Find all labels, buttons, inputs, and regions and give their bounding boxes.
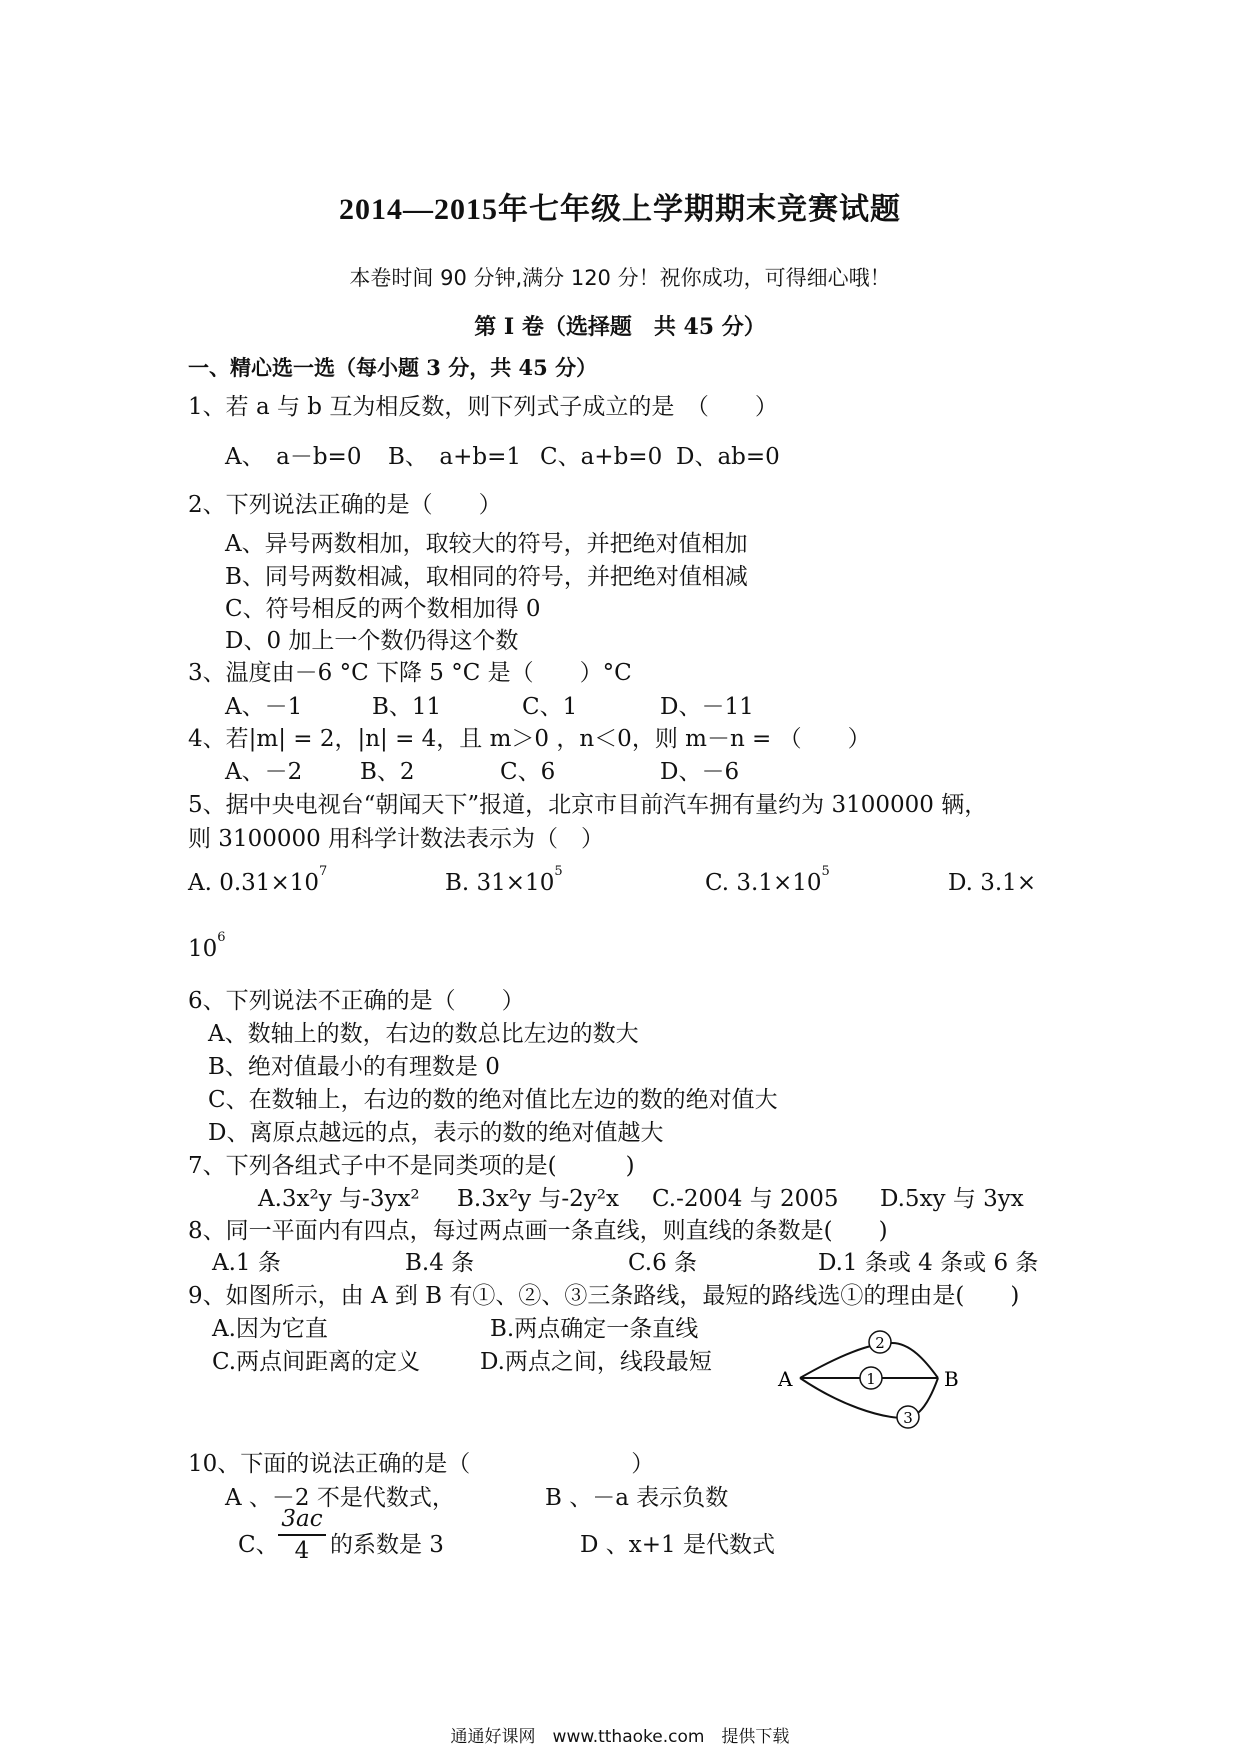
question-3-option-a: A、－1 [225, 694, 303, 720]
question-10-option-b: B 、－a 表示负数 [545, 1485, 729, 1511]
question-5-stem-line1: 5、据中央电视台“朝闻天下”报道，北京市目前汽车拥有量约为 3100000 辆， [188, 792, 988, 818]
question-4-option-a: A、－2 [225, 759, 303, 785]
question-7-option-a: A.3x²y 与-3yx² [258, 1186, 420, 1212]
question-3-option-b: B、11 [372, 694, 442, 720]
fraction-bar [278, 1534, 326, 1536]
route-1-number: 1 [866, 1370, 876, 1388]
question-4-option-b: B、2 [360, 759, 415, 785]
question-5-option-a: A. $0.31\times 10^7$ [188, 864, 328, 896]
question-5-option-b: B. $31\times 10^5$ [445, 864, 563, 896]
route-3-number: 3 [903, 1409, 913, 1427]
question-10-stem: 10、下面的说法正确的是（ ） [188, 1451, 655, 1477]
question-2-stem: 2、下列说法正确的是（ ） [188, 492, 502, 518]
point-b-label: B [944, 1367, 959, 1391]
question-9-stem: 9、如图所示，由 A 到 B 有①、②、③三条路线，最短的路线选①的理由是( ) [188, 1283, 1020, 1309]
question-1-option-b: B、 a+b=1 [388, 444, 522, 470]
question-7-option-b: B.3x²y 与-2y²x [457, 1186, 619, 1212]
exam-title: 2014—2015年七年级上学期期末竞赛试题 [339, 193, 901, 226]
point-a-label: A [778, 1367, 793, 1391]
question-6-option-d: D、离原点越远的点，表示的数的绝对值越大 [208, 1120, 664, 1146]
question-6-option-b: B、绝对值最小的有理数是 0 [208, 1054, 500, 1080]
question-8-stem: 8、同一平面内有四点，每过两点画一条直线，则直线的条数是( ) [188, 1218, 888, 1244]
question-2-option-c: C、符号相反的两个数相加得 0 [225, 596, 541, 622]
question-7-option-d: D.5xy 与 3yx [880, 1186, 1024, 1212]
question-1-stem: 1、若 a 与 b 互为相反数，则下列式子成立的是 （ ） [188, 394, 778, 420]
part-heading: 第 I 卷（选择题 共 45 分） [474, 314, 766, 340]
fraction-denominator: 4 [294, 1538, 310, 1564]
question-6-option-c: C、在数轴上，右边的数的绝对值比左边的数的绝对值大 [208, 1087, 778, 1113]
question-1-option-a: A、 a－b=0 [225, 444, 362, 470]
question-2-option-b: B、同号两数相减，取相同的符号，并把绝对值相减 [225, 564, 748, 590]
question-8-option-a: A.1 条 [212, 1250, 281, 1276]
question-10-option-c-text: 的系数是 3 [330, 1532, 444, 1558]
question-8-option-c: C.6 条 [628, 1250, 698, 1276]
question-5-option-d-continued: $10^6$ [188, 930, 226, 962]
question-4-stem: 4、若|m| = 2，|n| = 4，且 m＞0 ，n＜0，则 m－n = （ ） [188, 726, 871, 752]
question-4-option-d: D、－6 [660, 759, 740, 785]
page-footer: 通通好课网 www.tthaoke.com 提供下载 [450, 1727, 790, 1747]
question-5-option-d: D. 3.1× [948, 870, 1037, 896]
question-7-stem: 7、下列各组式子中不是同类项的是( ) [188, 1153, 635, 1179]
exam-instructions: 本卷时间 90 分钟,满分 120 分！祝你成功，可得细心哦！ [349, 266, 891, 290]
question-10-option-d: D 、x+1 是代数式 [580, 1532, 775, 1558]
route-diagram [770, 1325, 1000, 1430]
question-1-option-c: C、a+b=0 [540, 444, 663, 470]
question-10-option-a: A 、－2 不是代数式， [225, 1485, 455, 1511]
question-2-option-a: A、异号两数相加，取较大的符号，并把绝对值相加 [225, 531, 748, 557]
question-9-option-b: B.两点确定一条直线 [490, 1316, 699, 1342]
question-6-option-a: A、数轴上的数，右边的数总比左边的数大 [208, 1021, 639, 1047]
fraction-numerator: 3ac [281, 1506, 323, 1532]
question-9-option-c: C.两点间距离的定义 [212, 1349, 421, 1375]
question-2-option-d: D、0 加上一个数仍得这个数 [225, 628, 519, 654]
question-8-option-b: B.4 条 [405, 1250, 475, 1276]
question-3-option-c: C、1 [522, 694, 578, 720]
question-9-option-a: A.因为它直 [212, 1316, 328, 1342]
question-9-option-d: D.两点之间，线段最短 [480, 1349, 712, 1375]
question-7-option-c: C.-2004 与 2005 [652, 1186, 839, 1212]
question-1-option-d: D、ab=0 [676, 444, 780, 470]
question-5-stem-line2: 则 3100000 用科学计数法表示为（ ） [188, 826, 605, 852]
question-3-option-d: D、－11 [660, 694, 754, 720]
route-2-number: 2 [875, 1334, 885, 1352]
section-heading: 一、精心选一选（每小题 3 分，共 45 分） [188, 355, 598, 380]
question-3-stem: 3、温度由－6 °C 下降 5 °C 是（ ）°C [188, 660, 632, 686]
question-4-option-c: C、6 [500, 759, 556, 785]
question-8-option-d: D.1 条或 4 条或 6 条 [818, 1250, 1039, 1276]
question-10-option-c-fraction [278, 1506, 326, 1564]
question-6-stem: 6、下列说法不正确的是（ ） [188, 988, 525, 1014]
question-10-option-c-prefix: C、 [238, 1532, 279, 1558]
question-5-option-c: C. $3.1\times 10^5$ [705, 864, 830, 896]
